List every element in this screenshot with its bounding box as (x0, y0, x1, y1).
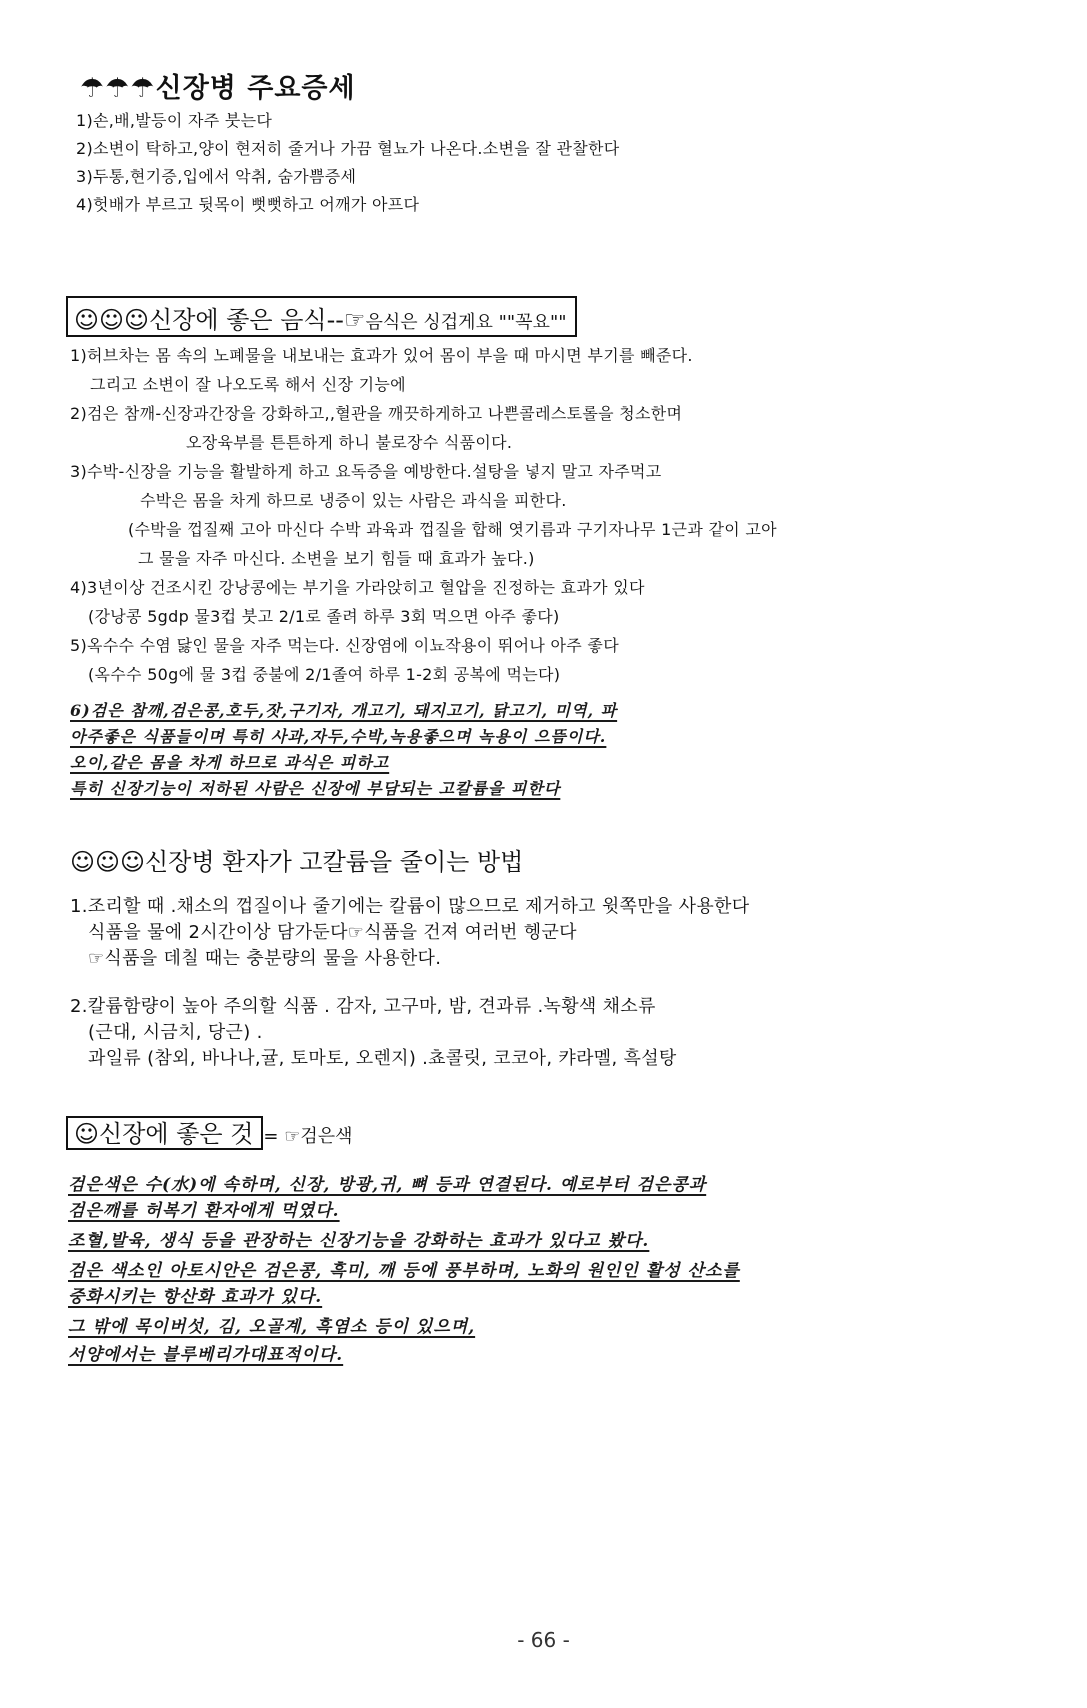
handwritten-note: 아주좋은 식품들이며 특히 사과,자두,수박,녹용좋으며 녹용이 으뜸이다. (70, 727, 607, 746)
section3-title: ☺☺☺신장병 환자가 고칼륨을 줄이는 방법 (70, 848, 524, 876)
symptom-item: 1)손,배,발등이 자주 붓는다 (76, 111, 273, 130)
food-line: (옥수수 50g에 물 3컵 중불에 2/1졸여 하루 1-2회 공복에 먹는다) (88, 665, 561, 684)
section2-title-main: ☺☺☺신장에 좋은 음식--☞ (74, 306, 366, 334)
food-line: (수박을 껍질째 고아 마신다 수박 과육과 껍질을 합해 엿기름과 구기자나무 1근과 같이 고아 (128, 520, 777, 539)
handwritten-note: 그 밖에 목이버섯, 김, 오골계, 흑염소 등이 있으며, (68, 1317, 476, 1337)
food-line: 1)허브차는 몸 속의 노폐물을 내보내는 효과가 있어 몸이 부을 때 마시면 부기를 빼준다. (70, 346, 693, 365)
food-line: 4)3년이상 건조시킨 강낭콩에는 부기을 가라앉히고 혈압을 진정하는 효과가 있다 (70, 578, 645, 597)
handwritten-note: 특히 신장기능이 저하된 사람은 신장에 부담되는 고칼륨을 피한다 (70, 779, 561, 798)
potassium-line: 과일류 (참외, 바나나,귤, 토마토, 오렌지) .쵸콜릿, 코코아, 캬라멜, 흑설탕 (88, 1048, 677, 1069)
section4-title (66, 1114, 353, 1149)
potassium-line: 2.칼륨함량이 높아 주의할 식품 . 감자, 고구마, 밤, 견과류 .녹황색 채소류 (70, 996, 656, 1017)
food-line: (강낭콩 5gdp 물3컵 붓고 2/1로 졸려 하루 3회 먹으면 아주 좋다) (88, 607, 560, 626)
potassium-line: 1.조리할 때 .채소의 껍질이나 줄기에는 칼륨이 많으므로 제거하고 윗쪽만을 사용한다 (70, 896, 750, 917)
food-line: 2)검은 참깨-신장과간장을 강화하고,,혈관을 깨끗하게하고 나쁜콜레스토롤을 청소한며 (70, 404, 683, 423)
food-line: 3)수박-신장을 기능을 활발하게 하고 요독증을 예방한다.설탕을 넣지 말고 자주먹고 (70, 462, 662, 481)
food-line: 수박은 몸을 차게 하므로 냉증이 있는 사람은 과식을 피한다. (140, 491, 567, 510)
food-line: 그리고 소변이 잘 나오도록 해서 신장 기능에 (90, 375, 406, 394)
section4-title-sub: = ☞검은색 (263, 1126, 353, 1147)
section4-title-main: ☺신장에 좋은 것 (66, 1116, 263, 1150)
section2-title (66, 296, 577, 337)
handwritten-note: 중화시키는 항산화 효과가 있다. (68, 1287, 323, 1307)
potassium-line: 식품을 물에 2시간이상 담가둔다☞식품을 건져 여러번 헹군다 (88, 922, 577, 943)
potassium-line: (근대, 시금치, 당근) . (88, 1022, 263, 1043)
handwritten-note: 검은깨를 허복기 환자에게 먹였다. (68, 1201, 340, 1221)
potassium-line: ☞식품을 데칠 때는 충분량의 물을 사용한다. (88, 948, 442, 969)
handwritten-note: 검은 색소인 아토시안은 검은콩, 흑미, 깨 등에 풍부하며, 노화의 원인인 활성 산소를 (68, 1261, 740, 1281)
handwritten-note: 검은색은 수(水)에 속하며, 신장, 방광,귀, 뼈 등과 연결된다. 예로부터 검은콩과 (68, 1175, 707, 1195)
food-line: 그 물을 자주 마신다. 소변을 보기 힘들 때 효과가 높다.) (138, 549, 535, 568)
food-line: 5)옥수수 수염 닳인 물을 자주 먹는다. 신장염에 이뇨작용이 뛰어나 아주 좋다 (70, 636, 619, 655)
symptom-item: 2)소변이 탁하고,양이 현저히 줄거나 가끔 혈뇨가 나온다.소변을 잘 관찰한다 (76, 139, 620, 158)
page-number: - 66 - (517, 1628, 570, 1652)
handwritten-note: 서양에서는 블루베리가대표적이다. (68, 1345, 344, 1365)
handwritten-note: 6)검은 참깨,검은콩,호두,잣,구기자, 개고기, 돼지고기, 닭고기, 미역, 파 (70, 701, 618, 720)
section1-title: ☂☂☂신장병 주요증세 (80, 73, 356, 104)
symptom-item: 4)헛배가 부르고 뒷목이 뻣뻣하고 어깨가 아프다 (76, 195, 420, 214)
handwritten-note: 오이,같은 몸을 차게 하므로 과식은 피하고 (70, 753, 390, 772)
food-line: 오장육부를 튼튼하게 하니 불로장수 식품이다. (186, 433, 513, 452)
symptom-item: 3)두통,현기증,입에서 악취, 숨가쁨증세 (76, 167, 357, 186)
handwritten-note: 조혈,발육, 생식 등을 관장하는 신장기능을 강화하는 효과가 있다고 봤다. (68, 1231, 650, 1251)
section2-title-sub: 음식은 싱겁게요 ""꼭요"" (365, 312, 567, 333)
